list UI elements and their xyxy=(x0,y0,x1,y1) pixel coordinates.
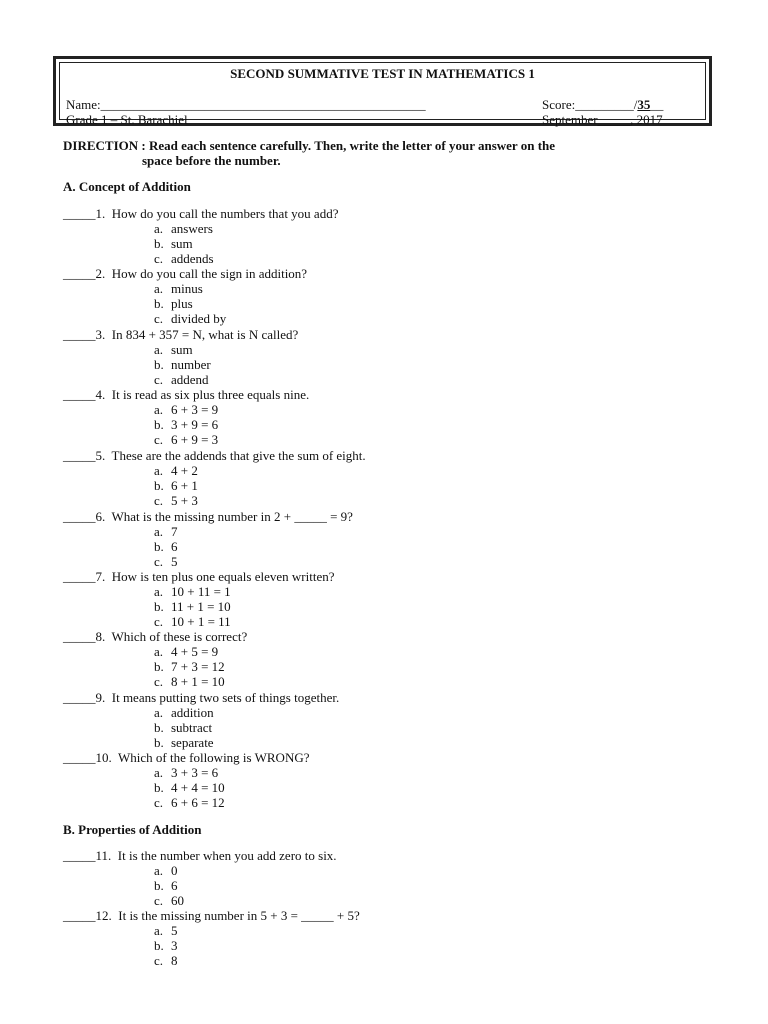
option-text: 10 + 1 = 11 xyxy=(171,614,231,629)
score-total: 35 xyxy=(637,97,651,112)
question-12-option xyxy=(154,938,178,953)
option-text: separate xyxy=(171,735,214,750)
question-11-option xyxy=(154,878,178,893)
option-letter: b. xyxy=(154,357,164,372)
question-10: _____10. Which of the following is WRONG? xyxy=(63,750,310,765)
option-text: 0 xyxy=(171,863,178,878)
question-1-option xyxy=(154,221,213,236)
question-12: _____12. It is the missing number in 5 + 3 = _____ + 5? xyxy=(63,908,360,923)
question-10-option xyxy=(154,765,218,780)
option-letter: c. xyxy=(154,311,164,326)
question-7: _____7. How is ten plus one equals eleven written? xyxy=(63,569,335,584)
option-text: 6 xyxy=(171,878,178,893)
question-6-option xyxy=(154,539,178,554)
option-text: sum xyxy=(171,342,193,357)
option-text: 6 + 1 xyxy=(171,478,198,493)
question-7-option xyxy=(154,614,231,629)
score-prefix: Score:_________/ xyxy=(542,97,638,112)
option-letter: c. xyxy=(154,493,164,508)
question-2-option xyxy=(154,311,226,326)
question-10-option xyxy=(154,795,225,810)
question-8-option xyxy=(154,674,225,689)
header-box xyxy=(53,56,712,126)
option-text: addends xyxy=(171,251,214,266)
option-letter: c. xyxy=(154,554,164,569)
question-1: _____1. How do you call the numbers that you add? xyxy=(63,206,339,221)
option-letter: c. xyxy=(154,893,164,908)
direction-line-1: DIRECTION : Read each sentence carefully. Then, write the letter of your answer on the xyxy=(63,138,556,153)
question-2: _____2. How do you call the sign in addition? xyxy=(63,266,308,281)
option-text: sum xyxy=(171,236,193,251)
option-text: addition xyxy=(171,705,214,720)
name-line: Name:__________________________________________________ xyxy=(66,97,426,112)
option-letter: b. xyxy=(154,296,164,311)
option-text: 7 xyxy=(171,524,178,539)
option-text: 11 + 1 = 10 xyxy=(171,599,231,614)
option-letter: a. xyxy=(154,221,164,236)
question-3: _____3. In 834 + 357 = N, what is N called? xyxy=(63,327,299,342)
option-text: subtract xyxy=(171,720,213,735)
option-letter: a. xyxy=(154,524,164,539)
option-letter: b. xyxy=(154,878,164,893)
option-letter: b. xyxy=(154,735,164,750)
section-a-title: A. Concept of Addition xyxy=(63,179,191,194)
option-text: answers xyxy=(171,221,213,236)
option-letter: a. xyxy=(154,463,164,478)
option-text: 6 xyxy=(171,539,178,554)
option-letter: a. xyxy=(154,644,164,659)
option-text: 8 xyxy=(171,953,178,968)
option-letter: c. xyxy=(154,614,164,629)
question-8-option xyxy=(154,659,225,674)
option-text: 6 + 9 = 3 xyxy=(171,432,219,447)
question-3-option xyxy=(154,372,209,387)
option-text: 4 + 5 = 9 xyxy=(171,644,219,659)
question-5-option xyxy=(154,463,198,478)
score-suffix: __ xyxy=(650,97,664,112)
option-text: 5 xyxy=(171,554,178,569)
option-text: minus xyxy=(171,281,203,296)
direction xyxy=(63,138,703,168)
date-line: September_____, 2017 xyxy=(542,112,663,127)
option-letter: a. xyxy=(154,402,164,417)
question-6-option xyxy=(154,524,178,539)
question-12-option xyxy=(154,953,178,968)
question-9-option xyxy=(154,705,214,720)
option-letter: c. xyxy=(154,372,164,387)
option-text: 3 + 3 = 6 xyxy=(171,765,219,780)
option-text: number xyxy=(171,357,211,372)
question-1-option xyxy=(154,236,193,251)
question-1-option xyxy=(154,251,214,266)
option-text: 6 + 6 = 12 xyxy=(171,795,225,810)
option-letter: b. xyxy=(154,659,164,674)
test-title: SECOND SUMMATIVE TEST IN MATHEMATICS 1 xyxy=(230,66,535,81)
option-letter: c. xyxy=(154,953,164,968)
question-4-option xyxy=(154,417,218,432)
option-text: 10 + 11 = 1 xyxy=(171,584,231,599)
option-text: 5 + 3 xyxy=(171,493,198,508)
option-letter: c. xyxy=(154,674,164,689)
question-2-option xyxy=(154,296,193,311)
option-letter: b. xyxy=(154,780,164,795)
option-letter: a. xyxy=(154,765,164,780)
section-b-title: B. Properties of Addition xyxy=(63,822,202,837)
score-line xyxy=(542,97,663,112)
option-letter: c. xyxy=(154,432,164,447)
option-letter: b. xyxy=(154,599,164,614)
option-text: 3 + 9 = 6 xyxy=(171,417,219,432)
option-letter: b. xyxy=(154,938,164,953)
question-8: _____8. Which of these is correct? xyxy=(63,629,248,644)
option-text: 60 xyxy=(171,893,184,908)
option-letter: a. xyxy=(154,923,164,938)
question-11-option xyxy=(154,893,184,908)
question-10-option xyxy=(154,780,225,795)
question-7-option xyxy=(154,599,231,614)
question-3-option xyxy=(154,342,193,357)
option-letter: c. xyxy=(154,795,164,810)
direction-line-2: space before the number. xyxy=(142,153,281,168)
option-text: 8 + 1 = 10 xyxy=(171,674,225,689)
question-9-option xyxy=(154,720,212,735)
grade-line: Grade 1 – St. Barachiel xyxy=(66,112,188,127)
question-6: _____6. What is the missing number in 2 + _____ = 9? xyxy=(63,509,353,524)
option-text: 3 xyxy=(171,938,178,953)
option-text: addend xyxy=(171,372,209,387)
question-4-option xyxy=(154,432,218,447)
question-8-option xyxy=(154,644,218,659)
option-text: 6 + 3 = 9 xyxy=(171,402,219,417)
option-letter: a. xyxy=(154,342,164,357)
question-5-option xyxy=(154,493,198,508)
option-text: 5 xyxy=(171,923,178,938)
header-inner-border xyxy=(59,62,706,127)
option-text: 7 + 3 = 12 xyxy=(171,659,225,674)
option-letter: a. xyxy=(154,281,164,296)
question-11: _____11. It is the number when you add zero to six. xyxy=(63,848,337,863)
option-letter: b. xyxy=(154,720,164,735)
question-5-option xyxy=(154,478,198,493)
question-9: _____9. It means putting two sets of things together. xyxy=(63,690,340,705)
option-letter: b. xyxy=(154,417,164,432)
option-text: 4 + 4 = 10 xyxy=(171,780,225,795)
question-12-option xyxy=(154,923,178,938)
question-4: _____4. It is read as six plus three equals nine. xyxy=(63,387,310,402)
option-letter: c. xyxy=(154,251,164,266)
question-2-option xyxy=(154,281,203,296)
option-text: plus xyxy=(171,296,193,311)
question-11-option xyxy=(154,863,178,878)
option-letter: b. xyxy=(154,236,164,251)
option-text: 4 + 2 xyxy=(171,463,198,478)
question-9-option xyxy=(154,735,214,750)
option-letter: a. xyxy=(154,705,164,720)
option-text: divided by xyxy=(171,311,227,326)
question-7-option xyxy=(154,584,231,599)
option-letter: b. xyxy=(154,539,164,554)
option-letter: a. xyxy=(154,584,164,599)
option-letter: b. xyxy=(154,478,164,493)
question-6-option xyxy=(154,554,178,569)
question-5: _____5. These are the addends that give the sum of eight. xyxy=(63,448,366,463)
question-3-option xyxy=(154,357,211,372)
option-letter: a. xyxy=(154,863,164,878)
question-4-option xyxy=(154,402,218,417)
